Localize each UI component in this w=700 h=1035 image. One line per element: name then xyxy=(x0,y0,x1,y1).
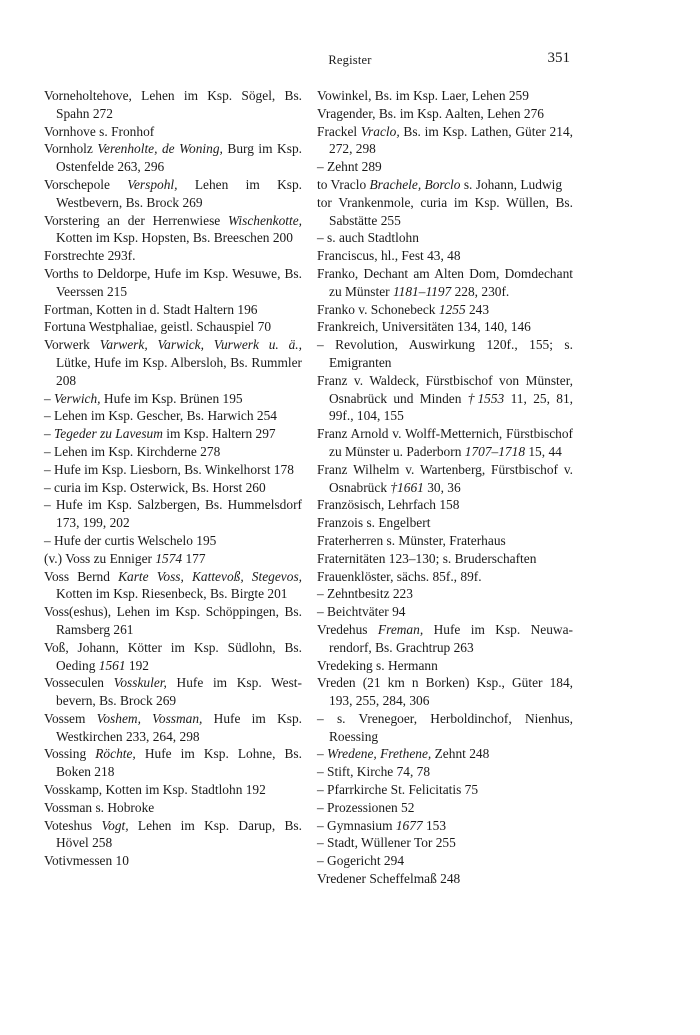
index-entry: Fraterherren s. Münster, Fraterhaus xyxy=(317,532,506,548)
index-entry: Vredener Scheffelmaß 248 xyxy=(317,871,461,887)
index-subentry: – Stift, Kirche 74, 78 xyxy=(317,764,431,780)
index-entry: Franzois s. Engelbert xyxy=(317,515,431,531)
index-entry: Frauenklöster, sächs. 85f., 89f. xyxy=(317,568,482,584)
index-entry: Franko v. Schonebeck 1255 243 xyxy=(317,301,490,317)
index-entry: Vorstering an der Herrenwiese Wischenkotte, Kotten im Ksp. Hopsten, Bs. Breeschen 200 xyxy=(44,212,302,246)
index-subentry: – curia im Ksp. Osterwick, Bs. Horst 260 xyxy=(44,479,266,495)
index-subentry: – Verwich, Hufe im Ksp. Brünen 195 xyxy=(44,390,243,406)
index-entry: Voß, Johann, Kötter im Ksp. Südlohn, Bs. Oeding 1561 192 xyxy=(44,639,302,673)
index-subentry: – Zehnt 289 xyxy=(317,159,382,175)
index-entry: Fraternitäten 123–130; s. Bruderschaften xyxy=(317,550,537,566)
index-subentry: – Hufe der curtis Welschelo 195 xyxy=(44,532,217,548)
index-subentry: – Pfarrkirche St. Felicitatis 75 xyxy=(317,782,479,798)
index-subentry: – s. auch Stadtlohn xyxy=(317,230,419,246)
index-entry: Vowinkel, Bs. im Ksp. Laer, Lehen 259 xyxy=(317,88,529,103)
index-entry: Vornholz Verenholte, de Woning, Burg im Ksp. Ostenfelde 263, 296 xyxy=(44,141,302,175)
index-entry: Vosskamp, Kotten im Ksp. Stadtlohn 192 xyxy=(44,782,266,798)
index-subentry: – s. Vrenegoer, Herboldinchof, Nienhus, Roessing xyxy=(317,710,573,744)
index-entry: Frackel Vraclo, Bs. im Ksp. Lathen, Güter 214, 272, 298 xyxy=(317,123,573,157)
index-subentry: – Lehen im Ksp. Gescher, Bs. Harwich 254 xyxy=(44,408,278,424)
index-subentry: – Zehntbesitz 223 xyxy=(317,586,413,602)
index-entry: Franko, Dechant am Alten Dom, Domdechant zu Münster 1181–1197 228, 230f. xyxy=(317,265,573,299)
index-entry: Vreden (21 km n Borken) Ksp., Güter 184, 193, 255, 284, 306 xyxy=(317,675,573,709)
index-column-left xyxy=(44,87,302,870)
index-subentry: – Hufe im Ksp. Salzbergen, Bs. Hummelsdorf 173, 199, 202 xyxy=(44,497,302,531)
index-entry: to Vraclo Brachele, Borclo s. Johann, Ludwig xyxy=(317,176,563,192)
index-entry: Voteshus Vogt, Lehen im Ksp. Darup, Bs. Hövel 258 xyxy=(44,817,302,851)
index-subentry: – Prozessionen 52 xyxy=(317,799,415,815)
index-entry: Fortuna Westphaliae, geistl. Schauspiel 70 xyxy=(44,319,272,335)
index-entry: Vredehus Freman, Hufe im Ksp. Neuwarendorf, Bs. Grachtrup 263 xyxy=(317,621,573,655)
index-subentry: – Beichtväter 94 xyxy=(317,604,406,620)
index-entry: (v.) Voss zu Enniger 1574 177 xyxy=(44,550,206,566)
page-number: 351 xyxy=(547,50,570,66)
index-entry: Franz Arnold v. Wolff-Metternich, Fürstbischof zu Münster u. Paderborn 1707–1718 15, 44 xyxy=(317,426,573,459)
index-entry: Franciscus, hl., Fest 43, 48 xyxy=(317,248,461,264)
index-entry: Vorschepole Verspohl, Lehen im Ksp. Westbevern, Bs. Brock 269 xyxy=(44,176,303,210)
index-entry: Voss Bernd Karte Voss, Kattevoß, Stegevos, Kotten im Ksp. Riesenbeck, Bs. Birgte 201 xyxy=(44,568,303,602)
page-header xyxy=(0,50,700,74)
index-column-right xyxy=(317,87,573,888)
index-entry: Votivmessen 10 xyxy=(44,853,129,869)
index-entry: Vornhove s. Fronhof xyxy=(44,123,155,139)
index-entry: Frankreich, Universitäten 134, 140, 146 xyxy=(317,319,531,335)
index-subentry: – Revolution, Auswirkung 120f., 155; s. Emigranten xyxy=(317,337,573,370)
index-subentry: – Tegeder zu Lavesum im Ksp. Haltern 297 xyxy=(44,426,276,442)
index-subentry: – Stadt, Wüllener Tor 255 xyxy=(317,835,456,851)
index-entry: Vorths to Deldorpe, Hufe im Ksp. Wesuwe, Bs. Veerssen 215 xyxy=(44,265,302,299)
index-entry: Vorwerk Varwerk, Varwick, Vurwerk u. ä., Lütke, Hufe im Ksp. Albersloh, Bs. Rummler 208 xyxy=(44,337,302,388)
index-entry: Franz Wilhelm v. Wartenberg, Fürstbischof v. Osnabrück †1661 30, 36 xyxy=(317,461,573,495)
index-subentry: – Wredene, Frethene, Zehnt 248 xyxy=(317,746,490,762)
index-entry: Voss(eshus), Lehen im Ksp. Schöppingen, Bs. Ramsberg 261 xyxy=(44,604,302,637)
index-entry: Vosseculen Vosskuler, Hufe im Ksp. Westbevern, Bs. Brock 269 xyxy=(44,675,302,709)
index-subentry: – Lehen im Ksp. Kirchderne 278 xyxy=(44,443,221,459)
index-entry: tor Vrankenmole, curia im Ksp. Wüllen, Bs. Sabstätte 255 xyxy=(317,194,573,228)
index-entry: Forstrechte 293f. xyxy=(44,248,136,264)
index-subentry: – Hufe im Ksp. Liesborn, Bs. Winkelhorst 178 xyxy=(44,461,294,477)
index-entry: Vossem Voshem, Vossman, Hufe im Ksp. Westkirchen 233, 264, 298 xyxy=(44,710,302,744)
index-entry: Fortman, Kotten in d. Stadt Haltern 196 xyxy=(44,301,258,317)
index-entry: Vorneholtehove, Lehen im Ksp. Sögel, Bs. Spahn 272 xyxy=(44,88,302,121)
index-subentry: – Gogericht 294 xyxy=(317,853,405,869)
index-entry: Vossman s. Hobroke xyxy=(44,799,155,815)
running-head: Register xyxy=(328,53,372,67)
index-entry: Französisch, Lehrfach 158 xyxy=(317,497,460,513)
index-entry: Vragender, Bs. im Ksp. Aalten, Lehen 276 xyxy=(317,105,544,121)
index-entry: Franz v. Waldeck, Fürstbischof von Münster, Osnabrück und Minden †1553 11, 25, 81, 99f., 104, 155 xyxy=(317,372,574,424)
index-entry: Vossing Röchte, Hufe im Ksp. Lohne, Bs. Boken 218 xyxy=(44,746,302,780)
index-entry: Vredeking s. Hermann xyxy=(317,657,438,673)
index-subentry: – Gymnasium 1677 153 xyxy=(317,817,447,833)
